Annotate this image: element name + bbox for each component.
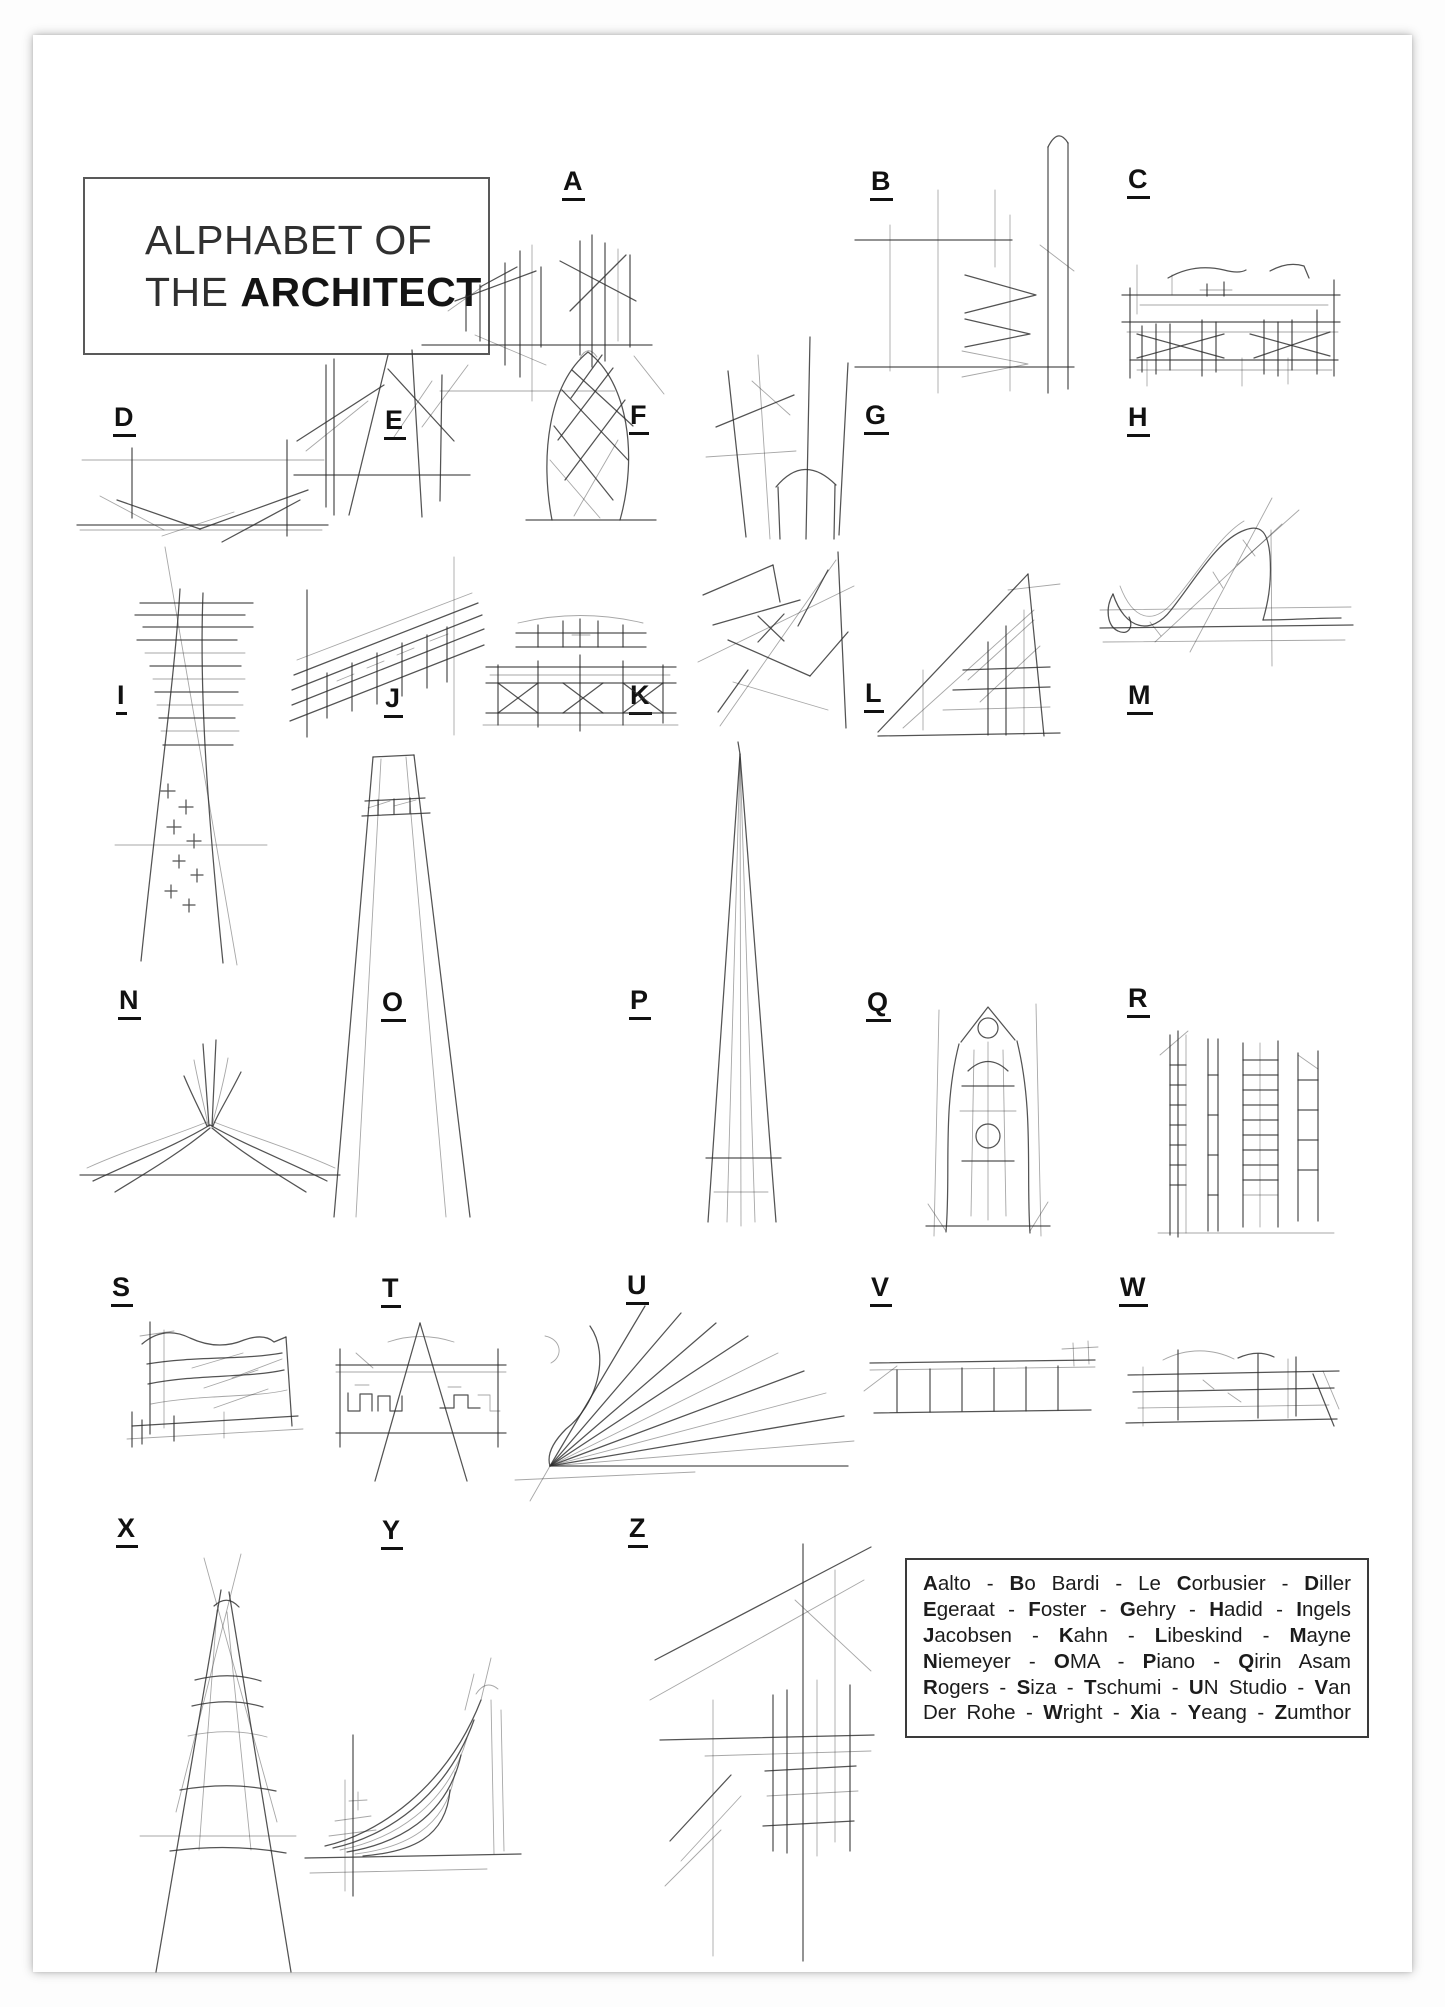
letter-label-c: C [1127, 166, 1150, 199]
sketch-v [862, 1335, 1102, 1435]
sketch-g [698, 335, 883, 540]
credits-initial: R [923, 1675, 938, 1699]
letter-label-b: B [870, 168, 893, 201]
sketch-t [328, 1315, 513, 1483]
poster-title-line2-prefix: THE [145, 269, 241, 315]
letter-label-x: X [116, 1515, 138, 1548]
letter-label-k: K [629, 682, 652, 715]
credits-text: ia - [1143, 1701, 1188, 1725]
credits-line [923, 1700, 1351, 1726]
letter-label-z: Z [628, 1515, 648, 1548]
architect-credits-box [905, 1558, 1369, 1738]
sketch-i [95, 545, 275, 965]
credits-initial: H [1209, 1597, 1225, 1621]
letter-label-g: G [864, 402, 889, 435]
letter-label-q: Q [866, 989, 891, 1022]
credits-initial: S [1016, 1675, 1031, 1699]
credits-initial: O [1053, 1649, 1070, 1673]
credits-initial: X [1130, 1701, 1144, 1725]
credits-initial: W [1043, 1701, 1063, 1725]
credits-text: right - [1062, 1701, 1131, 1725]
credits-text: MA - [1069, 1649, 1143, 1673]
credits-text: orbusier - [1191, 1572, 1305, 1595]
poster [33, 35, 1412, 1972]
credits-text: adid - [1224, 1597, 1297, 1621]
credits-text: iza - [1030, 1675, 1084, 1699]
letter-label-o: O [381, 989, 406, 1022]
credits-initial: Q [1238, 1649, 1255, 1673]
credits-line [923, 1675, 1351, 1701]
sketch-j [282, 555, 492, 740]
credits-text: schumi - [1096, 1675, 1189, 1699]
sketch-c [1112, 250, 1352, 395]
credits-initial: K [1058, 1623, 1074, 1647]
credits-initial: T [1083, 1675, 1097, 1699]
letter-label-j: J [384, 685, 403, 718]
credits-initial: V [1314, 1675, 1329, 1699]
letter-label-y: Y [381, 1517, 403, 1550]
credits-text: geraat - [936, 1597, 1029, 1621]
credits-line [923, 1623, 1351, 1649]
credits-text: an [1328, 1675, 1351, 1699]
sketch-m [868, 550, 1068, 750]
credits-text: iller [1319, 1572, 1352, 1595]
credits-text: o Bardi - Le [1024, 1572, 1177, 1595]
letter-label-s: S [111, 1274, 133, 1307]
sketch-z [645, 1540, 875, 1970]
credits-initial: L [1154, 1623, 1168, 1647]
sketch-x [100, 1550, 300, 1975]
credits-line [923, 1597, 1351, 1623]
credits-initial: P [1142, 1649, 1157, 1673]
credits-initial: U [1188, 1675, 1204, 1699]
sketch-y [295, 1640, 525, 1900]
credits-text: irin Asam [1254, 1649, 1351, 1673]
credits-text: iemeyer - [937, 1649, 1054, 1673]
credits-text: ibeskind - [1167, 1623, 1290, 1647]
credits-text: ehry - [1135, 1597, 1210, 1621]
credits-initial: Y [1187, 1701, 1202, 1725]
letter-label-w: W [1119, 1274, 1148, 1307]
credits-initial: C [1176, 1572, 1192, 1595]
credits-text: ayne [1306, 1623, 1351, 1647]
sketch-u [495, 1300, 865, 1510]
credits-initial: A [923, 1572, 938, 1595]
letter-label-i: I [116, 682, 127, 715]
sketch-w [1118, 1330, 1348, 1445]
credits-text: ngels [1301, 1597, 1351, 1621]
letter-label-f: F [629, 402, 649, 435]
letter-label-n: N [118, 987, 141, 1020]
credits-initial: J [923, 1623, 935, 1647]
letter-label-p: P [629, 987, 651, 1020]
sketch-k [478, 595, 683, 740]
credits-text: acobsen - [934, 1623, 1059, 1647]
letter-label-m: M [1127, 682, 1153, 715]
credits-text: ahn - [1073, 1623, 1155, 1647]
sketch-e [292, 345, 472, 520]
letter-label-u: U [626, 1272, 649, 1305]
credits-text: alto - [937, 1572, 1010, 1595]
credits-initial: F [1028, 1597, 1041, 1621]
letter-label-t: T [381, 1275, 401, 1308]
credits-initial: I [1296, 1597, 1302, 1621]
credits-line [923, 1571, 1351, 1597]
sketch-q [920, 950, 1055, 1240]
letter-label-e: E [384, 407, 406, 440]
credits-text: oster - [1040, 1597, 1120, 1621]
sketch-h [1095, 470, 1360, 670]
credits-initial: B [1009, 1572, 1025, 1595]
credits-text: ogers - [937, 1675, 1017, 1699]
letter-label-r: R [1127, 985, 1150, 1018]
credits-line [923, 1649, 1351, 1675]
credits-initial: G [1119, 1597, 1136, 1621]
sketch-r [1148, 1025, 1343, 1240]
credits-initial: Z [1274, 1701, 1288, 1725]
letter-label-v: V [870, 1274, 892, 1307]
credits-text: umthor [1287, 1701, 1351, 1725]
credits-initial: N [923, 1649, 938, 1673]
sketch-l [688, 540, 863, 745]
letter-label-d: D [113, 404, 136, 437]
sketch-s [112, 1308, 317, 1463]
credits-text: eang - [1201, 1701, 1275, 1725]
sketch-p [688, 740, 800, 1235]
letter-label-l: L [864, 680, 884, 713]
sketch-f [492, 330, 682, 530]
letter-label-a: A [562, 168, 585, 201]
poster-title-line2-bold: ARCHITECT [240, 269, 482, 315]
letter-label-h: H [1127, 404, 1150, 437]
credits-text: Der Rohe - [923, 1701, 1044, 1725]
credits-text: N Studio - [1203, 1675, 1315, 1699]
sketch-n [75, 1030, 345, 1230]
sketch-o [318, 745, 488, 1225]
credits-initial: D [1304, 1572, 1320, 1595]
poster-title-line1: ALPHABET OF [145, 216, 433, 263]
credits-text: iano - [1156, 1649, 1239, 1673]
credits-initial: M [1289, 1623, 1307, 1647]
credits-initial: E [923, 1597, 937, 1621]
